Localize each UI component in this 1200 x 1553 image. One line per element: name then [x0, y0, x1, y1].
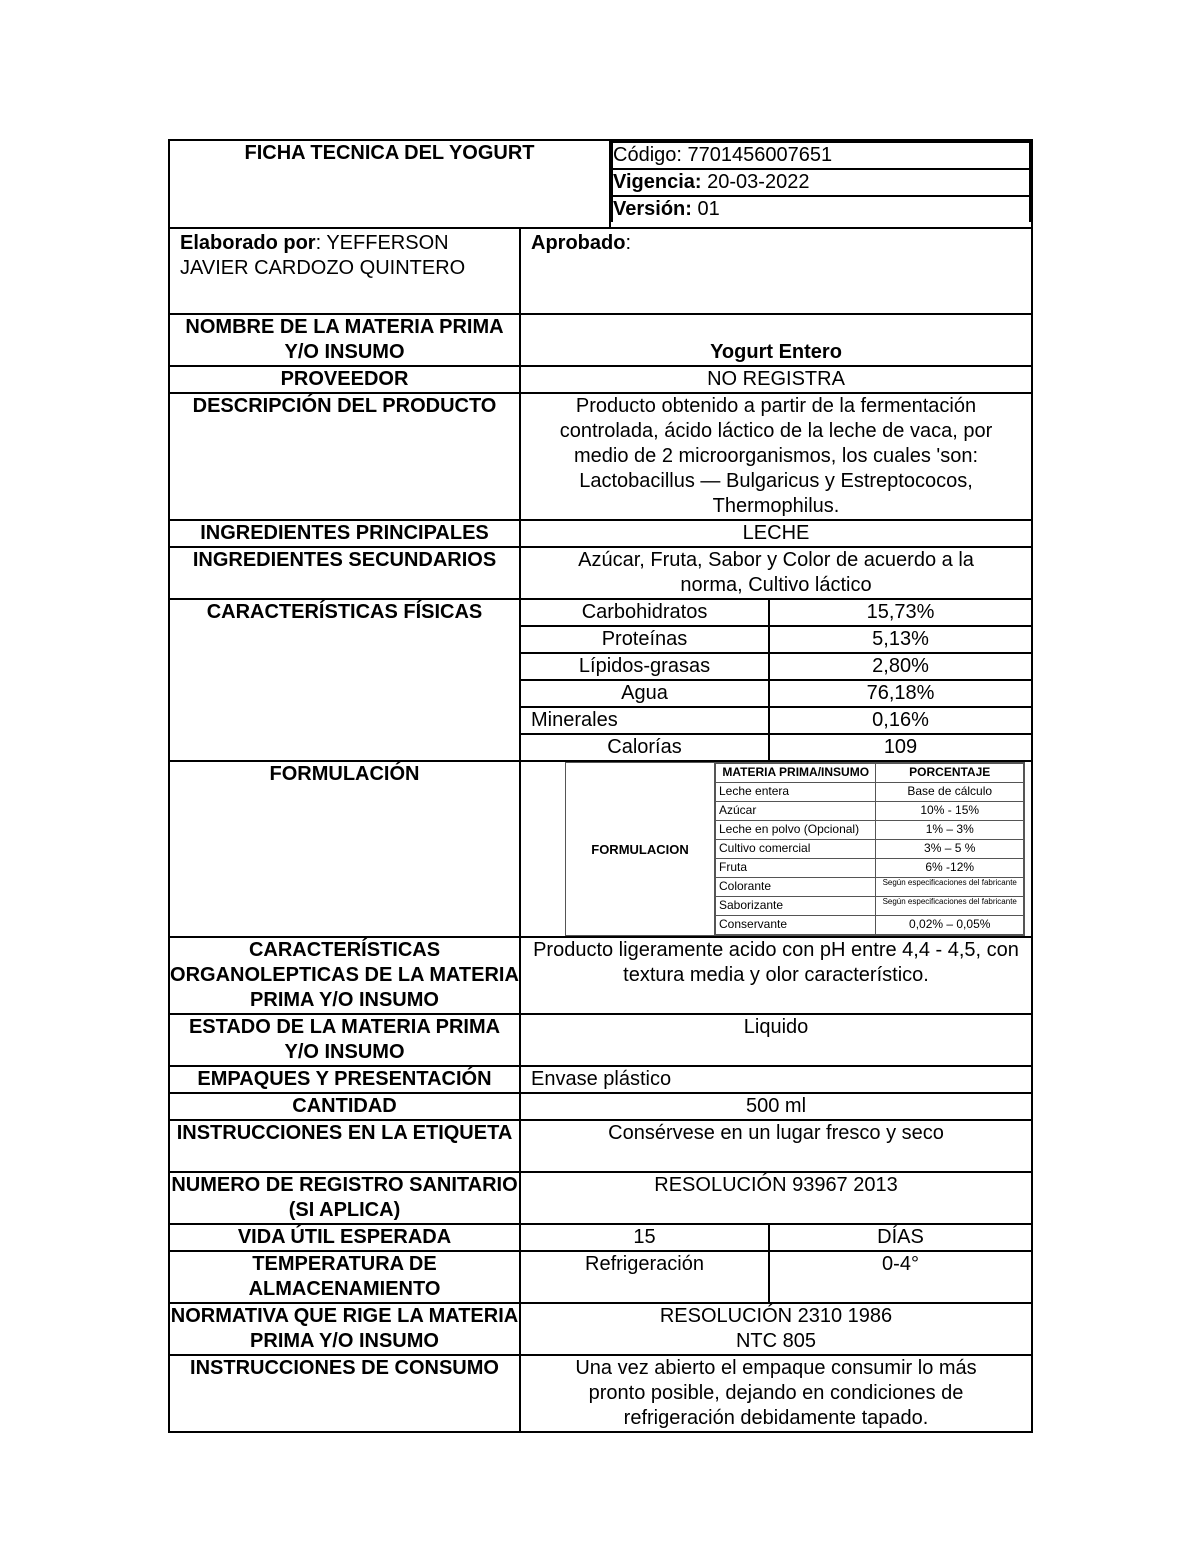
sheet-title: FICHA TECNICA DEL YOGURT [169, 140, 610, 228]
fisicas-row [521, 680, 1031, 707]
temperatura-table [521, 1252, 1031, 1302]
header-meta-table [611, 141, 1031, 222]
vida-table [521, 1225, 1031, 1250]
vida-cell [520, 1224, 1032, 1251]
version-value: 01 [697, 198, 720, 220]
fisicas-row [521, 626, 1031, 653]
ing-secundarios-value: Azúcar, Fruta, Sabor y Color de acuerdo a la norma, Cultivo láctico [520, 547, 1032, 599]
fisicas-name: Lípidos-grasas [521, 653, 769, 680]
header-meta [610, 140, 1032, 228]
fisicas-row [521, 707, 1031, 734]
estado-label: ESTADO DE LA MATERIA PRIMA Y/O INSUMO [169, 1014, 520, 1066]
formulacion-image [565, 762, 1025, 936]
consumo-label: INSTRUCCIONES DE CONSUMO [169, 1355, 520, 1432]
normativa-value-2: NTC 805 [735, 1330, 817, 1352]
nombre-label: NOMBRE DE LA MATERIA PRIMA Y/O INSUMO [169, 314, 520, 366]
cantidad-value: 500 ml [520, 1093, 1032, 1120]
formulacion-col-header: PORCENTAJE [876, 764, 1024, 783]
fisicas-row [521, 600, 1031, 626]
fisicas-name: Minerales [521, 707, 769, 734]
fisicas-values [520, 599, 1032, 761]
formulacion-pct: Según especificaciones del fabricante [876, 878, 1024, 897]
fisicas-table [521, 600, 1031, 760]
formulacion-row [716, 802, 1024, 821]
fisicas-row [521, 734, 1031, 760]
fisicas-name: Carbohidratos [521, 600, 769, 626]
formulacion-row [716, 859, 1024, 878]
ing-principales-value: LECHE [520, 520, 1032, 547]
instrucciones-label: INSTRUCCIONES EN LA ETIQUETA [169, 1120, 520, 1172]
formulacion-row [716, 897, 1024, 916]
formulacion-pct: 3% – 5 % [876, 840, 1024, 859]
temperatura-range: 0-4° [769, 1252, 1031, 1302]
consumo-value: Una vez abierto el empaque consumir lo más pronto posible, dejando en condiciones de refrigeración debidamente tapado. [520, 1355, 1032, 1432]
vida-label: VIDA ÚTIL ESPERADA [169, 1224, 520, 1251]
fisicas-label: CARACTERÍSTICAS FÍSICAS [169, 599, 520, 761]
fisicas-value: 0,16% [769, 707, 1031, 734]
elaborado-value: YEFFERSON JAVIER CARDOZO QUINTERO [180, 232, 466, 279]
formulacion-table [715, 763, 1024, 935]
elaborado-label: Elaborado por [180, 232, 316, 254]
formulacion-cell [520, 761, 1032, 937]
estado-value: Liquido [520, 1014, 1032, 1066]
proveedor-value: NO REGISTRA [520, 366, 1032, 393]
formulacion-item: Cultivo comercial [716, 840, 876, 859]
normativa-label: NORMATIVA QUE RIGE LA MATERIA PRIMA Y/O INSUMO [169, 1303, 520, 1355]
formulacion-pct: Según especificaciones del fabricante [876, 897, 1024, 916]
formulacion-pct: 1% – 3% [876, 821, 1024, 840]
fisicas-value: 5,13% [769, 626, 1031, 653]
instrucciones-value: Consérvese en un lugar fresco y seco [520, 1120, 1032, 1172]
formulacion-col-header: MATERIA PRIMA/INSUMO [716, 764, 876, 783]
nombre-value: Yogurt Entero [520, 314, 1032, 366]
ing-principales-label: INGREDIENTES PRINCIPALES [169, 520, 520, 547]
fisicas-row [521, 653, 1031, 680]
fisicas-name: Agua [521, 680, 769, 707]
proveedor-label: PROVEEDOR [169, 366, 520, 393]
formulacion-item: Azúcar [716, 802, 876, 821]
formulacion-row [716, 783, 1024, 802]
formulacion-pct: 0,02% – 0,05% [876, 916, 1024, 935]
formulacion-label: FORMULACIÓN [169, 761, 520, 937]
fisicas-value: 109 [769, 734, 1031, 760]
ficha-table [168, 139, 1033, 1433]
version-cell [612, 196, 1030, 222]
fisicas-value: 76,18% [769, 680, 1031, 707]
aprobado-cell: Aprobado: [520, 228, 1032, 314]
formulacion-item: Saborizante [716, 897, 876, 916]
empaques-label: EMPAQUES Y PRESENTACIÓN [169, 1066, 520, 1093]
formulacion-pct: Base de cálculo [876, 783, 1024, 802]
vigencia-value: 20-03-2022 [707, 171, 810, 193]
vigencia-label: Vigencia: [613, 171, 702, 193]
empaques-value: Envase plástico [520, 1066, 1032, 1093]
formulacion-row [716, 840, 1024, 859]
ing-secundarios-label: INGREDIENTES SECUNDARIOS [169, 547, 520, 599]
formulacion-item: Fruta [716, 859, 876, 878]
temperatura-cell [520, 1251, 1032, 1303]
formulacion-item: Leche en polvo (Opcional) [716, 821, 876, 840]
vida-value: 15 [633, 1226, 656, 1248]
technical-sheet [168, 139, 1031, 1433]
temperatura-value: Refrigeración [585, 1253, 704, 1275]
formulacion-item: Colorante [716, 878, 876, 897]
registro-label: NUMERO DE REGISTRO SANITARIO (SI APLICA) [169, 1172, 520, 1224]
formulacion-side-label: FORMULACION [566, 763, 715, 935]
formulacion-item: Leche entera [716, 783, 876, 802]
formulacion-row [716, 916, 1024, 935]
formulacion-row [716, 821, 1024, 840]
aprobado-label: Aprobado [531, 232, 626, 254]
formulacion-pct: 6% -12% [876, 859, 1024, 878]
codigo-text: Código: 7701456007651 [612, 142, 1030, 169]
fisicas-name: Proteínas [521, 626, 769, 653]
formulacion-item: Conservante [716, 916, 876, 935]
elaborado-cell: Elaborado por: YEFFERSON JAVIER CARDOZO QUINTERO [169, 228, 520, 314]
normativa-cell [520, 1303, 1032, 1355]
normativa-value-1: RESOLUCIÓN 2310 1986 [659, 1305, 893, 1327]
temperatura-label: TEMPERATURA DE ALMACENAMIENTO [169, 1251, 520, 1303]
fisicas-value: 2,80% [769, 653, 1031, 680]
formulacion-row [716, 878, 1024, 897]
cantidad-label: CANTIDAD [169, 1093, 520, 1120]
registro-value: RESOLUCIÓN 93967 2013 [520, 1172, 1032, 1224]
descripcion-label: DESCRIPCIÓN DEL PRODUCTO [169, 393, 520, 520]
organolepticas-value: Producto ligeramente acido con pH entre 4,4 - 4,5, con textura media y olor característico. [520, 937, 1032, 1014]
fisicas-name: Calorías [607, 736, 682, 758]
vigencia-cell [612, 169, 1030, 196]
descripcion-value: Producto obtenido a partir de la fermentación controlada, ácido láctico de la leche de vaca, por medio de 2 microorganismos, los cuales 'son: Lactobacillus — Bulgaricus y Estreptococos, Thermophilus. [520, 393, 1032, 520]
formulacion-pct: 10% - 15% [876, 802, 1024, 821]
organolepticas-label: CARACTERÍSTICAS ORGANOLEPTICAS DE LA MATERIA PRIMA Y/O INSUMO [169, 937, 520, 1014]
fisicas-value: 15,73% [769, 600, 1031, 626]
version-label: Versión: [613, 198, 692, 220]
vida-unit: DÍAS [769, 1225, 1031, 1250]
